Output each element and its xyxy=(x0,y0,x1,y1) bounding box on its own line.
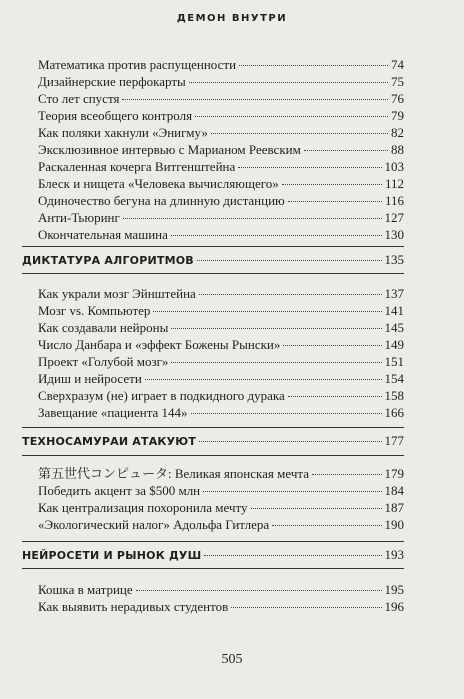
dot-leader xyxy=(195,116,388,117)
toc-entry[interactable] xyxy=(38,405,404,421)
toc-entry-page: 79 xyxy=(391,108,404,123)
section-title: ДИКТАТУРА АЛГОРИТМОВ xyxy=(22,254,194,267)
toc-entry[interactable] xyxy=(38,74,404,90)
toc-entry-page: 145 xyxy=(384,320,404,335)
toc-entry[interactable] xyxy=(38,303,404,319)
toc-entry-title: 第五世代コンピュータ: Великая японская мечта xyxy=(38,466,309,481)
toc-entry-title: Анти-Тьюринг xyxy=(38,210,120,225)
toc-entry-title: Дизайнерские перфокарты xyxy=(38,74,186,89)
toc-entry-title: Математика против распущенности xyxy=(38,57,237,72)
toc-entry[interactable] xyxy=(38,142,404,158)
toc-entry[interactable] xyxy=(38,193,404,209)
section-divider xyxy=(22,455,404,456)
toc-entry[interactable] xyxy=(38,91,404,107)
dot-leader xyxy=(145,379,382,380)
toc-entry[interactable] xyxy=(38,599,404,615)
toc-entry[interactable] xyxy=(38,500,404,516)
toc-entry[interactable] xyxy=(38,337,404,353)
toc-entry[interactable] xyxy=(38,57,404,73)
toc-entry-page: 75 xyxy=(391,74,404,89)
toc-entry[interactable] xyxy=(38,483,404,499)
section-page: 177 xyxy=(384,433,404,448)
toc-entry-title: Как создавали нейроны xyxy=(38,320,169,335)
toc-entry-title: Проект «Голубой мозг» xyxy=(38,354,169,369)
dot-leader xyxy=(122,99,388,100)
toc-entry-title: Число Данбара и «эффект Божены Рынски» xyxy=(38,337,281,352)
toc-entry-page: 74 xyxy=(391,57,404,72)
running-header: ДЕМОН ВНУТРИ xyxy=(176,13,288,24)
dot-leader xyxy=(282,184,382,185)
dot-leader xyxy=(211,133,388,134)
dot-leader xyxy=(239,65,388,66)
toc-entry-title: Раскаленная кочерга Витгенштейна xyxy=(38,159,236,174)
toc-entry-page: 187 xyxy=(384,500,404,515)
dot-leader xyxy=(171,328,381,329)
toc-entry[interactable] xyxy=(38,354,404,370)
toc-entry-page: 154 xyxy=(384,371,404,386)
dot-leader xyxy=(312,474,382,475)
toc-entry[interactable] xyxy=(38,517,404,533)
toc-entry-title: Мозг vs. Компьютер xyxy=(38,303,151,318)
dot-leader xyxy=(199,441,381,442)
toc-entry-page: 158 xyxy=(384,388,404,403)
section-divider xyxy=(22,273,404,274)
toc-entry-page: 82 xyxy=(391,125,404,140)
dot-leader xyxy=(204,555,381,556)
dot-leader xyxy=(153,311,381,312)
toc-entry[interactable] xyxy=(38,466,404,482)
dot-leader xyxy=(191,413,382,414)
dot-leader xyxy=(123,218,382,219)
toc-entry-title: Эксклюзивное интервью с Марианом Реевским xyxy=(38,142,301,157)
page-number: 505 xyxy=(221,652,243,667)
toc-entry-title: Как украли мозг Эйнштейна xyxy=(38,286,196,301)
dot-leader xyxy=(203,491,381,492)
section-divider xyxy=(22,427,404,428)
toc-entry-page: 166 xyxy=(384,405,404,420)
section-title: НЕЙРОСЕТИ И РЫНОК ДУШ xyxy=(22,549,202,562)
dot-leader xyxy=(189,82,388,83)
dot-leader xyxy=(288,201,382,202)
toc-entry-title: Завещание «пациента 144» xyxy=(38,405,188,420)
toc-entry-page: 184 xyxy=(384,483,404,498)
toc-entry-page: 195 xyxy=(384,582,404,597)
toc-entry-title: Как централизация похоронила мечту xyxy=(38,500,248,515)
section-page: 193 xyxy=(384,547,404,562)
toc-entry-page: 116 xyxy=(384,193,404,208)
section-divider xyxy=(22,246,404,247)
toc-section-heading[interactable] xyxy=(22,252,404,268)
dot-leader xyxy=(272,525,381,526)
dot-leader xyxy=(283,345,381,346)
toc-entry-title: Как выявить нерадивых студентов xyxy=(38,599,229,614)
dot-leader xyxy=(136,590,382,591)
toc-entry[interactable] xyxy=(38,388,404,404)
toc-entry[interactable] xyxy=(38,371,404,387)
dot-leader xyxy=(197,260,382,261)
toc-entry-page: 127 xyxy=(384,210,404,225)
toc-entry-title: Блеск и нищета «Человека вычисляющего» xyxy=(38,176,279,191)
toc-section-heading[interactable] xyxy=(22,547,404,563)
toc-entry-page: 103 xyxy=(384,159,404,174)
dot-leader xyxy=(304,150,388,151)
dot-leader xyxy=(171,362,381,363)
toc-section-heading[interactable] xyxy=(22,433,404,449)
toc-entry-page: 179 xyxy=(384,466,404,481)
toc-entry[interactable] xyxy=(38,227,404,243)
section-divider xyxy=(22,568,404,569)
dot-leader xyxy=(238,167,381,168)
dot-leader xyxy=(171,235,382,236)
toc-entry-page: 141 xyxy=(384,303,404,318)
section-page: 135 xyxy=(384,252,404,267)
toc-entry[interactable] xyxy=(38,125,404,141)
toc-entry-page: 190 xyxy=(384,517,404,532)
dot-leader xyxy=(199,294,382,295)
toc-entry-title: Идиш и нейросети xyxy=(38,371,142,386)
toc-entry-title: Как поляки хакнули «Энигму» xyxy=(38,125,208,140)
toc-entry-page: 112 xyxy=(384,176,404,191)
toc-entry[interactable] xyxy=(38,286,404,302)
toc-entry[interactable] xyxy=(38,210,404,226)
toc-entry-title: Кошка в матрице xyxy=(38,582,133,597)
toc-entry-page: 196 xyxy=(384,599,404,614)
toc-entry[interactable] xyxy=(38,176,404,192)
dot-leader xyxy=(251,508,382,509)
toc-entry-page: 137 xyxy=(384,286,404,301)
section-divider xyxy=(22,541,404,542)
toc-entry[interactable] xyxy=(38,320,404,336)
toc-entry[interactable] xyxy=(38,108,404,124)
toc-entry[interactable] xyxy=(38,582,404,598)
toc-entry-page: 88 xyxy=(391,142,404,157)
toc-entry[interactable] xyxy=(38,159,404,175)
toc-entry-title: Окончательная машина xyxy=(38,227,168,242)
dot-leader xyxy=(231,607,381,608)
toc-entry-title: Победить акцент за $500 млн xyxy=(38,483,201,498)
toc-entry-title: Одиночество бегуна на длинную дистанцию xyxy=(38,193,285,208)
toc-entry-title: Теория всеобщего контроля xyxy=(38,108,193,123)
toc-entry-title: Сверхразум (не) играет в подкидного дурака xyxy=(38,388,285,403)
toc-entry-page: 76 xyxy=(391,91,404,106)
dot-leader xyxy=(288,396,382,397)
toc-entry-title: Сто лет спустя xyxy=(38,91,120,106)
toc-entry-page: 151 xyxy=(384,354,404,369)
section-title: ТЕХНОСАМУРАИ АТАКУЮТ xyxy=(22,435,197,448)
toc-entry-page: 130 xyxy=(384,227,404,242)
toc-entry-page: 149 xyxy=(384,337,404,352)
toc-entry-title: «Экологический налог» Адольфа Гитлера xyxy=(38,517,270,532)
